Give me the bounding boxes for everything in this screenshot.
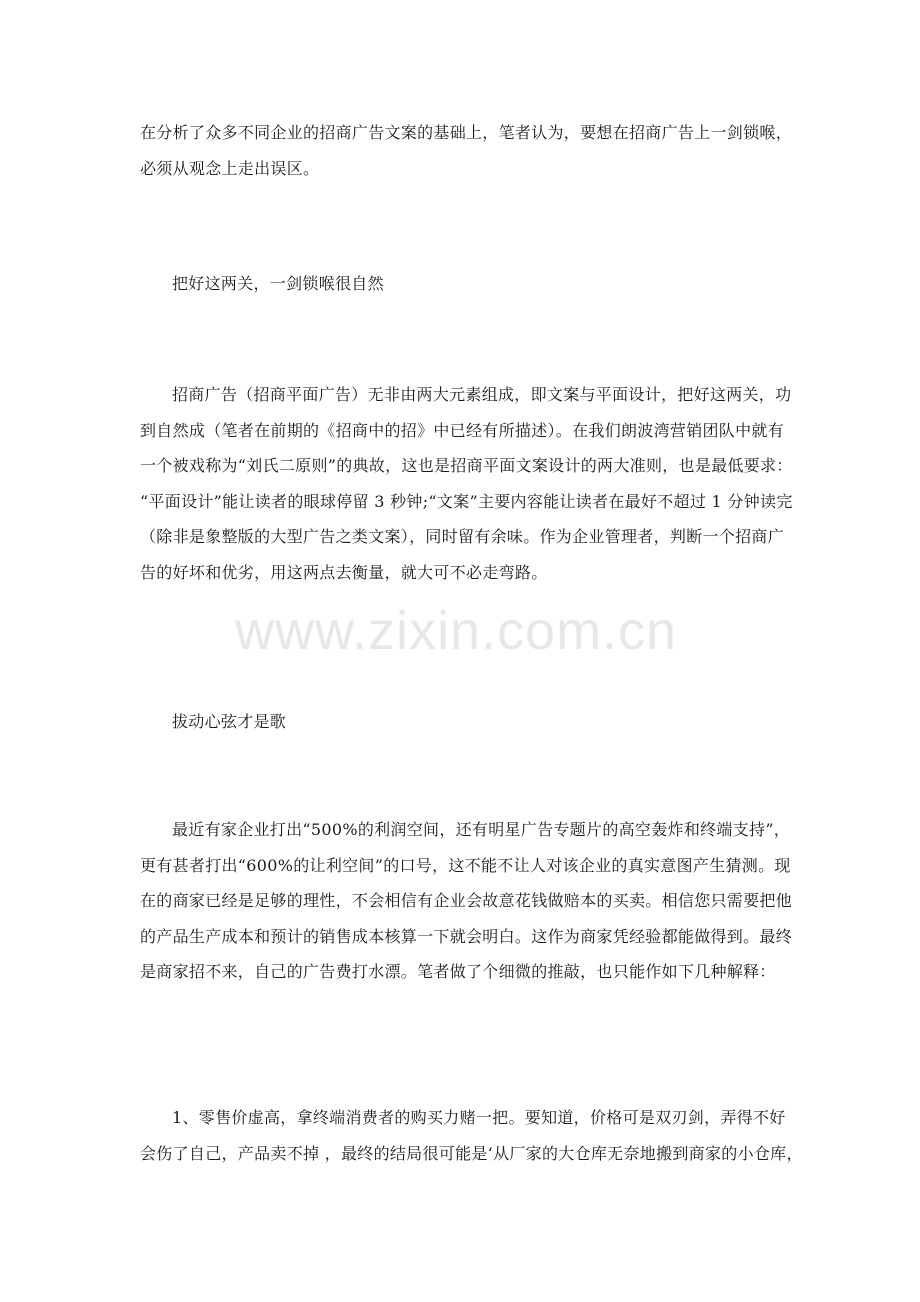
paragraph-two-elements — [140, 377, 793, 590]
paragraph-line: （除非是象整版的大型广告之类文案），同时留有余味。作为企业管理者，判断一个招商广 — [140, 527, 785, 546]
paragraph-line: 更有甚者打出“600%的让利空间”的口号，这不能不让人对该企业的真实意图产生猜测。现 — [140, 855, 791, 875]
paragraph-line: 在的商家已经是足够的理性，不会相信有企业会故意花钱做赔本的买卖。相信您只需要把他 — [140, 891, 793, 910]
paragraph-line: 是商家招不来，自己的广告费打水漂。笔者做了个细微的推敲，也只能作如下几种解释： — [140, 962, 776, 981]
paragraph-line: 一个被戏称为“刘氏二原则”的典故，这也是招商平面文案设计的两大准则，也是最低要求： — [140, 456, 793, 475]
watermark: www.zixin.com.cn — [235, 601, 678, 661]
paragraph-line: 的产品生产成本和预计的销售成本核算一下就会明白。这作为商家凭经验都能做得到。最终 — [140, 926, 793, 946]
paragraph-line: 在分析了众多不同企业的招商广告文案的基础上，笔者认为，要想在招商广告上一剑锁喉， — [140, 123, 793, 142]
paragraph-profit-space — [140, 812, 793, 990]
paragraph-line: 招商广告（招商平面广告）无非由两大元素组成，即文案与平面设计，把好这两关，功 — [172, 385, 792, 404]
paragraph-line-wrap — [140, 1100, 786, 1136]
paragraph-line: 1、零售价虚高，拿终端消费者的购买力赌一把。要知道，价格可是双刃剑，弄得不好 — [172, 1108, 786, 1127]
paragraph-line: 最近有家企业打出“500%的利润空间，还有明星广告专题片的高空轰炸和终端支持”， — [172, 820, 791, 839]
paragraph-line: 会伤了自己，产品卖不掉 ，最终的结局很可能是‘从厂家的大仓库无奈地搬到商家的小仓库， — [140, 1143, 803, 1163]
paragraph-retail-price — [140, 1100, 803, 1171]
paragraph-line-wrap — [140, 377, 792, 413]
section-heading-1: 把好这两关，一剑锁喉很自然 — [172, 274, 384, 293]
paragraph-intro — [140, 115, 793, 186]
paragraph-line: 必须从观念上走出误区。 — [140, 158, 320, 178]
paragraph-line: 到自然成（笔者在前期的《招商中的招》中已经有所描述）。在我们朗波湾营销团队中就有 — [140, 420, 785, 440]
paragraph-line: “平面设计”能让读者的眼球停留 3 秒钟;“文案”主要内容能让读者在最好不超过 1 分钟读完 — [140, 491, 793, 511]
section-heading-2: 拔动心弦才是歌 — [172, 712, 287, 731]
paragraph-line: 告的好坏和优劣，用这两点去衡量，就大可不必走弯路。 — [140, 562, 548, 582]
paragraph-line-wrap — [140, 812, 791, 848]
